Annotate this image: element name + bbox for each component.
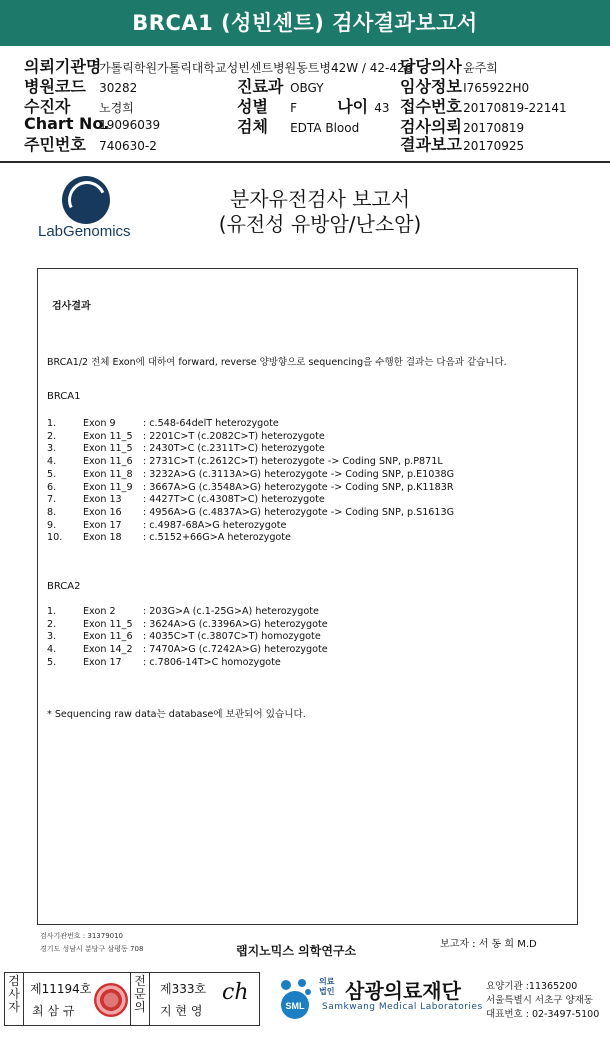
brca1-variant-n: 9. [47,519,57,531]
brca1-variant-row [47,494,577,506]
brca1-variant-result: : 2201C>T (c.2082C>T) heterozygote [143,430,325,442]
receiver-label: 수진자 [24,97,71,116]
brca1-variant-row [47,431,577,443]
brca1-variant-result: : 4956A>G (c.4837A>G) heterozygote -> Coding SNP, p.S1613G [143,506,455,518]
age-label: 나이 [337,97,369,116]
brca1-variant-row [47,482,577,494]
report-date-row [400,132,524,155]
examiner-number: 제11194호 [30,982,92,996]
brca1-variant-result: : 3232A>G (c.3113A>G) heterozygote -> Coding SNP, p.E1038G [143,468,455,480]
seal-stamp-icon [94,983,128,1017]
corp-label-1: 의료 [319,977,335,986]
brca2-variant-row [47,631,577,643]
brca1-variant-exon: Exon 11_6 [83,456,133,468]
brca2-variant-result: : 203G>A (c.1-25G>A) heterozygote [143,606,319,617]
brca1-variant-exon: Exon 11_5 [83,443,133,455]
specimen-label: 검체 [237,117,268,136]
brca2-heading: BRCA2 [47,581,81,592]
request-label: 검사의뢰 [400,117,462,136]
brca2-variant-row [47,619,577,631]
brca1-variant-n: 1. [47,418,57,429]
brca1-variant-result: : c.4987-68A>G heterozygote [143,519,287,531]
resident-row [24,132,157,155]
lab-address: 경기도 성남시 분당구 삼평동 708 [40,945,144,953]
brca1-variant-exon: Exon 16 [83,506,122,518]
reporter: 보고자 : 서 동 희 M.D [440,939,537,950]
report-title: BRCA1 (성빈센트) 검사결과보고서 [0,0,610,46]
brca1-variant-exon: Exon 13 [83,494,122,506]
brca2-variant-exon: Exon 11_5 [83,618,133,630]
sml-logo-icon [275,975,315,1023]
chart-label: Chart No. [24,114,110,133]
brca1-variant-n: 8. [47,506,57,518]
brca2-variant-row [47,657,577,669]
brca1-variant-result: : c.548-64delT heterozygote [143,418,279,429]
brca1-variant-row [47,443,577,455]
brand-name: 삼광의료재단 [345,979,461,1003]
brca2-variant-exon: Exon 17 [83,656,122,668]
doc-title: 분자유전검사 보고서 [229,187,411,211]
brca1-variant-row [47,456,577,468]
request-value: 20170819 [463,121,525,135]
brca2-variant-result: : c.7806-14T>C homozygote [143,656,281,668]
brca1-variant-row [47,532,577,544]
brca1-variant-n: 4. [47,456,57,468]
brca1-variant-result: : 2731C>T (c.2612C>T) heterozygote -> Coding SNP, p.P871L [143,456,443,468]
corp-label-2: 법인 [319,987,335,996]
hospital-code-value: 30282 [99,81,138,95]
brca2-variant-n: 5. [47,656,57,668]
receipt-value: 20170819-22141 [463,101,567,115]
corp-label [319,977,334,997]
brca1-variant-n: 2. [47,430,57,442]
department-label: 진료과 [237,77,284,96]
examiner-label: 검사자 [8,974,20,1014]
chart-value: 19096039 [99,118,161,132]
facility-address: 서울특별시 서초구 양재동 [486,995,593,1006]
specialist-label: 전문의 [134,974,146,1014]
facility-code: 요양기관 :11365200 [486,981,578,992]
brca2-variant-result: : 3624A>G (c.3396A>G) heterozygote [143,618,328,630]
brca2-variant-n: 3. [47,631,57,643]
brca1-variant-exon: Exon 17 [83,519,122,531]
brca2-variant-exon: Exon 14_2 [83,644,133,656]
institution-number: 검사기관번호 : 31379010 [40,932,124,940]
sml-logo-text: SML [285,1001,305,1011]
brca2-variant-result: : 7470A>G (c.7242A>G) heterozygote [143,644,328,656]
resident-label: 주민번호 [24,135,86,154]
brca1-variant-exon: Exon 11_8 [83,468,133,480]
ward-value: 동트병42W / 42-426 [296,61,413,75]
facility-phone: 대표번호 : 02-3497-5100 [486,1009,600,1020]
brca1-variant-exon: Exon 11_5 [83,430,133,442]
brca1-variant-result: : 2430T>C (c.2311T>C) heterozygote [143,443,325,455]
hospital-code-label: 병원코드 [24,77,86,96]
sex-value: F [290,101,297,115]
signature: ch [222,980,249,1005]
brca2-variant-n: 4. [47,644,57,656]
brca1-variant-n: 3. [47,443,57,455]
clinical-label: 임상정보 [400,77,462,96]
brca1-variant-exon: Exon 11_9 [83,481,133,493]
result-heading: 검사결과 [52,301,91,312]
sex-label: 성별 [237,97,268,116]
age-value: 43 [374,101,390,115]
specimen-value: EDTA Blood [290,121,360,135]
brca2-variant-n: 1. [47,606,57,617]
doctor-label: 담당의사 [400,57,462,76]
brca1-variant-row [47,507,577,519]
brca1-variant-exon: Exon 18 [83,532,122,544]
brca1-variant-exon: Exon 9 [83,418,116,429]
receiver-value: 노경희 [99,101,134,115]
brca1-heading: BRCA1 [47,391,81,402]
brca1-variant-n: 5. [47,468,57,480]
brca1-variant-result: : c.5152+66G>A heterozygote [143,532,291,544]
brca2-variant-result: : 4035C>T (c.3807C>T) homozygote [143,631,321,643]
brca1-variant-row [47,520,577,532]
examiner-name: 최 삼 규 [32,1004,75,1018]
brca1-variant-n: 6. [47,481,57,493]
labgenomics-logo-text: LabGenomics [38,223,131,240]
doc-subtitle: (유전성 유방암/난소암) [218,212,422,236]
brand-english: Samkwang Medical Laboratories [322,1002,483,1012]
department-value: OBGY [290,81,324,95]
resident-value: 740630-2 [99,139,157,153]
brca1-variant-n: 10. [47,532,63,544]
report-date-label: 결과보고 [400,135,462,154]
brca2-variant-exon: Exon 11_6 [83,631,133,643]
brca2-variant-n: 2. [47,618,57,630]
divider [0,161,610,163]
report-date-value: 20170925 [463,139,525,153]
specialist-name: 지 현 영 [160,1004,203,1018]
specimen-row [237,114,359,137]
raw-data-note: * Sequencing raw data는 database에 보관되어 있습니다. [47,709,306,720]
clinical-value: I765922H0 [463,81,530,95]
intro-text: BRCA1/2 전체 Exon에 대하여 forward, reverse 양방향으로 sequencing을 수행한 결과는 다음과 같습니다. [47,357,507,368]
brca1-variant-row [47,469,577,481]
chart-row [24,114,160,133]
institution-label: 의뢰기관명 [24,57,102,76]
brca2-variant-row [47,644,577,656]
specialist-number: 제333호 [160,982,207,996]
institution-value: 가톨릭학원가톨릭대학교성빈센트병원 [99,61,297,75]
brca2-variant-exon: Exon 2 [83,606,116,617]
doctor-value: 윤주희 [463,61,498,75]
brca1-variant-n: 7. [47,494,57,506]
institute-name: 랩지노믹스 의학연구소 [236,944,357,958]
brca2-variant-row [47,606,577,618]
brca1-variant-result: : 3667A>G (c.3548A>G) heterozygote -> Coding SNP, p.K1183R [143,481,454,493]
brca1-variant-row [47,418,577,430]
brca1-variant-result: : 4427T>C (c.4308T>C) heterozygote [143,494,325,506]
receipt-label: 접수번호 [400,97,462,116]
